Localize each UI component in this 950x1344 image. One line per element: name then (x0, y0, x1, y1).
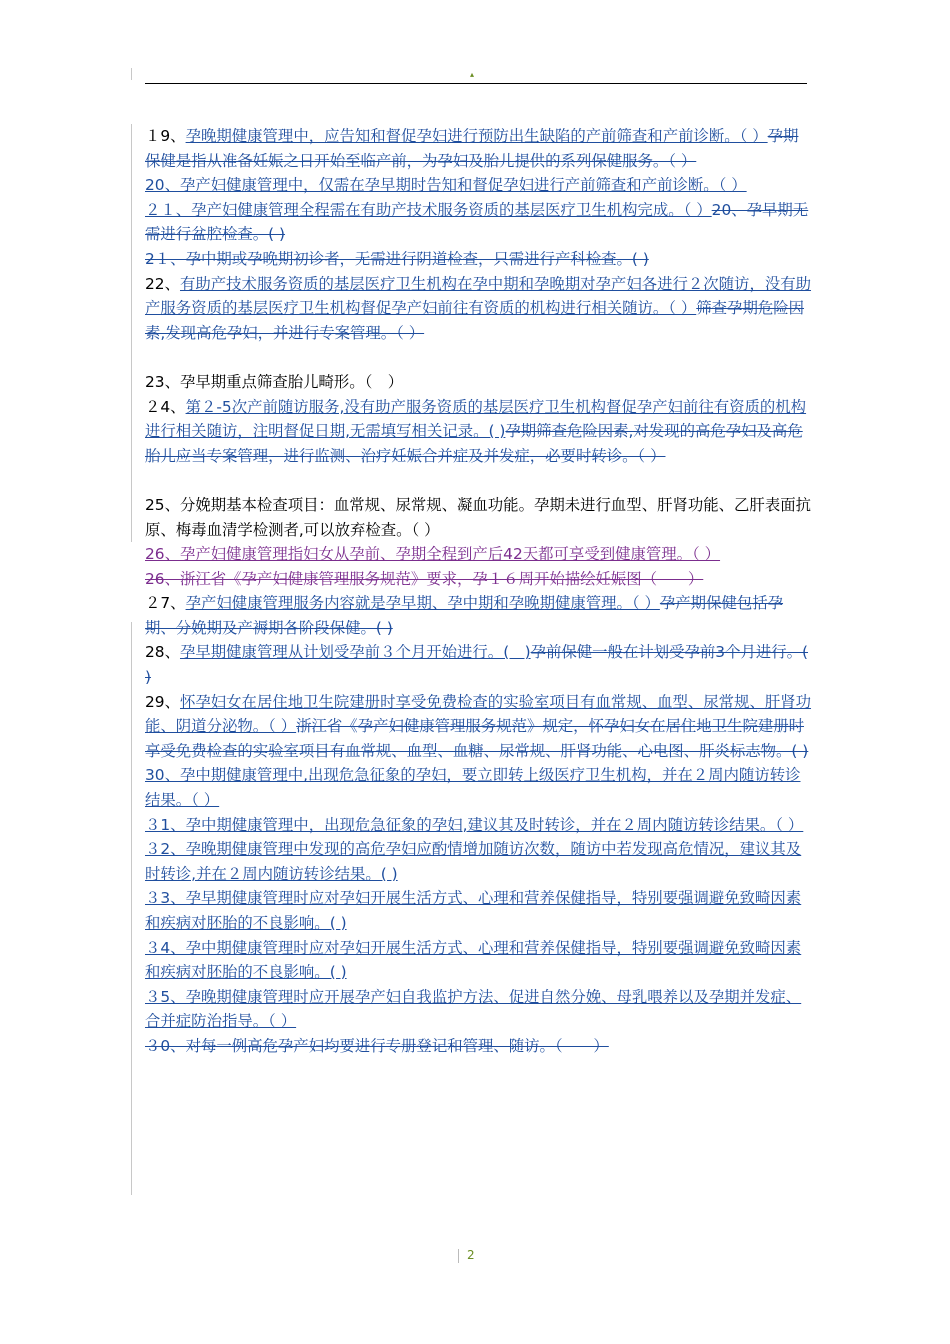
revision-ins: 孕晚期健康管理中，应告知和督促孕妇进行预防出生缺陷的产前筛查和产前诊断。（ ） (185, 127, 768, 145)
revision-del-p: 26、浙江省《孕产妇健康管理服务规范》要求，孕１６周开始描绘妊娠图（ ） (145, 569, 704, 588)
question-paragraph (145, 567, 813, 592)
revision-ins: ３2、孕晚期健康管理中发现的高危孕妇应酌情增加随访次数，随访中若发现高危情况，建议其及时转诊,并在２周内随访转诊结果。( ) (145, 840, 802, 883)
question-paragraph (145, 173, 813, 198)
revision-ins-p: 26、孕产妇健康管理指妇女从孕前、孕期全程到产后42天都可享受到健康管理。（ ） (145, 545, 721, 564)
revision-bar (131, 622, 132, 1195)
revision-ins: ３5、孕晚期健康管理时应开展孕产妇自我监护方法、促进自然分娩、母乳喂养以及孕期并发症、合并症防治指导。（ ） (145, 987, 802, 1031)
footer-bar (458, 1249, 459, 1263)
question-text: １9、 (145, 127, 186, 145)
revision-ins: 有助产技术服务资质的基层医疗卫生机构在孕中期和孕晚期对孕产妇各进行２次随访，没有助产服务资质的基层医疗卫生机构督促孕产妇前往有资质的机构进行相关随访。（ ） (145, 274, 812, 318)
question-text: 29、 (145, 692, 180, 711)
revision-bar (131, 124, 132, 542)
question-paragraph (145, 1034, 813, 1059)
header-rule (145, 83, 807, 84)
revision-del: 筛查孕期危险因素,发现高危孕妇，并进行专案管理。（ ） (145, 299, 805, 342)
revision-del: 孕期筛查危险因素,对发现的高危孕妇及高危胎儿应当专案管理，进行监测、治疗妊娠合并症及并发症，必要时转诊。（ ） (145, 422, 803, 465)
revision-bar (131, 68, 132, 80)
question-paragraph (145, 124, 813, 173)
revision-del: 20、孕早期无需进行盆腔检查。( ) (145, 200, 809, 244)
revision-del: ３0、对每一例高危孕产妇均要进行专册登记和管理、随访。（ ） (145, 1036, 609, 1055)
revision-del: 2１、孕中期或孕晚期初诊者，无需进行阴道检查，只需进行产科检查。( ) (145, 249, 649, 268)
question-paragraph (145, 198, 813, 247)
question-paragraph (145, 591, 813, 640)
document-body (145, 124, 813, 1059)
revision-del: 孕前保健一般在计划受孕前3个月进行。( ) (145, 643, 809, 687)
revision-ins: 第２-5次产前随访服务,没有助产服务资质的基层医疗卫生机构督促孕产妇前往有资质的机构进行相关随访，注明督促日期,无需填写相关记录。( ) (145, 397, 807, 441)
revision-del: 孕产期保健包括孕期、分娩期及产褥期各阶段保健。( ) (145, 594, 784, 637)
question-paragraph (145, 985, 813, 1034)
question-paragraph (145, 690, 813, 764)
question-paragraph (145, 936, 813, 985)
header-mark: ▴ (470, 70, 475, 79)
page-number: 2 (467, 1248, 475, 1262)
revision-ins: ３3、孕早期健康管理时应对孕妇开展生活方式、心理和营养保健指导，特别要强调避免致畸因素和疾病对胚胎的不良影响。( ) (145, 889, 802, 932)
page-footer (458, 1248, 475, 1263)
question-paragraph (145, 370, 813, 395)
question-paragraph (145, 542, 813, 567)
question-paragraph (145, 813, 813, 838)
question-text: ２7、 (145, 594, 186, 613)
question-paragraph (145, 640, 813, 689)
question-text: 25、分娩期基本检查项目：血常规、尿常规、凝血功能。孕期未进行血型、肝肾功能、乙肝表面抗原、梅毒血清学检测者,可以放弃检查。（ ） (145, 495, 811, 539)
question-paragraph (145, 763, 813, 812)
revision-ins: 20、孕产妇健康管理中，仅需在孕早期时告知和督促孕妇进行产前筛查和产前诊断。（ ） (145, 176, 747, 195)
revision-ins: 怀孕妇女在居住地卫生院建册时享受免费检查的实验室项目有血常规、血型、尿常规、肝肾功能、阴道分泌物。（ ） (145, 692, 812, 736)
question-text: 28、 (145, 643, 180, 662)
question-text: ２4、 (145, 397, 186, 416)
blank-line (145, 345, 813, 370)
revision-ins: ３1、孕中期健康管理中，出现危急征象的孕妇,建议其及时转诊，并在２周内随访转诊结果。（ ） (145, 815, 804, 834)
question-text: 23、孕早期重点筛查胎儿畸形。（ ） (145, 372, 404, 391)
question-paragraph (145, 247, 813, 272)
question-paragraph (145, 272, 813, 346)
revision-del: 孕期保健是指从准备妊娠之日开始至临产前，为孕妇及胎儿提供的系列保健服务。（ ） (145, 127, 799, 170)
question-paragraph (145, 493, 813, 542)
revision-ins: 孕早期健康管理从计划受孕前３个月开始进行。( ) (179, 643, 531, 662)
question-paragraph (145, 837, 813, 886)
blank-line (145, 468, 813, 493)
question-text: 22、 (145, 274, 180, 293)
revision-del: 浙江省《孕产妇健康管理服务规范》规定，怀孕妇女在居住地卫生院建册时享受免费检查的实验室项目有血常规、血型、血糖、尿常规、肝肾功能、心电图、肝炎标志物。( ) (145, 717, 809, 760)
revision-ins: ３4、孕中期健康管理时应对孕妇开展生活方式、心理和营养保健指导，特别要强调避免致畸因素和疾病对胚胎的不良影响。( ) (145, 938, 802, 982)
revision-ins: 孕产妇健康管理服务内容就是孕早期、孕中期和孕晚期健康管理。（ ） (185, 594, 660, 613)
question-paragraph (145, 886, 813, 935)
question-paragraph (145, 395, 813, 469)
revision-ins: ２１、孕产妇健康管理全程需在有助产技术服务资质的基层医疗卫生机构完成。（ ） (145, 200, 712, 219)
revision-ins: 30、孕中期健康管理中,出现危急征象的孕妇，要立即转上级医疗卫生机构，并在２周内随访转诊结果。（ ） (145, 766, 801, 810)
